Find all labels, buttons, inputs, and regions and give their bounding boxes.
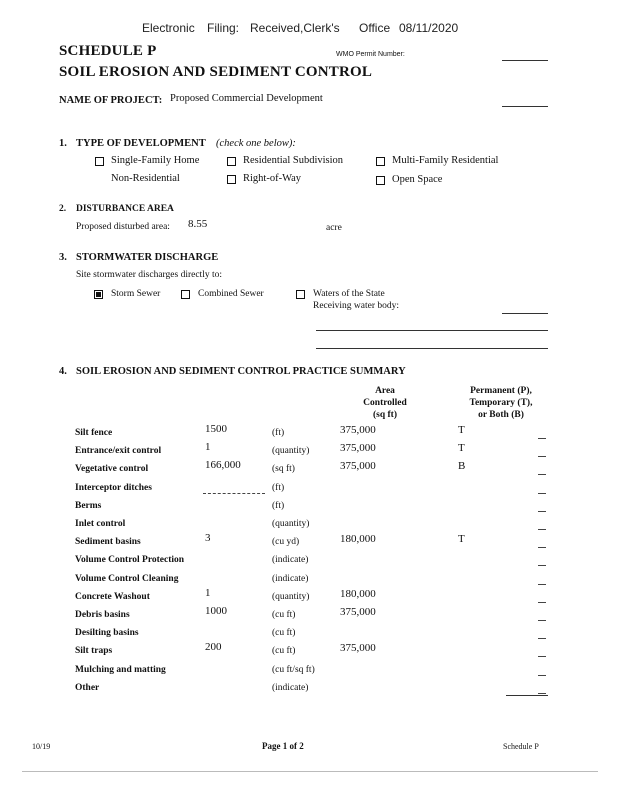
row-dash-line bbox=[538, 438, 546, 439]
row-dash-line bbox=[538, 620, 546, 621]
row-dash-line bbox=[538, 511, 546, 512]
practice-area: 375,000 bbox=[340, 460, 376, 472]
practice-name: Sediment basins bbox=[75, 537, 141, 547]
row-dash-line bbox=[538, 456, 546, 457]
disturbed-area-value: 8.55 bbox=[188, 218, 208, 230]
residential-subdivision-checkbox[interactable] bbox=[227, 157, 236, 166]
practice-type: B bbox=[458, 460, 466, 472]
practice-quantity: 3 bbox=[205, 532, 211, 544]
filing-header-word-4: Office bbox=[359, 21, 391, 35]
filing-header-word-3: Received,Clerk's bbox=[250, 21, 340, 35]
practice-unit: (cu ft/sq ft) bbox=[272, 665, 315, 675]
section-2-number: 2. bbox=[59, 204, 67, 214]
area-controlled-header bbox=[355, 385, 415, 421]
receiving-water-line-1 bbox=[502, 313, 548, 314]
filing-header-word-2: Filing: bbox=[207, 21, 240, 35]
perm-header-line-1: Permanent (P), bbox=[470, 386, 532, 396]
storm-sewer-label: Storm Sewer bbox=[111, 289, 161, 299]
practice-area: 180,000 bbox=[340, 533, 376, 545]
practice-unit: (sq ft) bbox=[272, 464, 295, 474]
practice-unit: (cu yd) bbox=[272, 537, 300, 547]
row-dash-line bbox=[538, 474, 546, 475]
filing-header-date: 08/11/2020 bbox=[399, 21, 459, 35]
practice-type: T bbox=[458, 424, 465, 436]
row-dash-line bbox=[538, 693, 546, 694]
section-4-number: 4. bbox=[59, 366, 67, 377]
row-dash-line bbox=[538, 602, 546, 603]
practice-name: Inlet control bbox=[75, 519, 126, 529]
multi-family-checkbox[interactable] bbox=[376, 157, 385, 166]
practice-quantity: 166,000 bbox=[205, 459, 241, 471]
practice-name: Berms bbox=[75, 501, 102, 511]
practice-area: 375,000 bbox=[340, 442, 376, 454]
practice-unit: (ft) bbox=[272, 501, 285, 511]
bottom-scan-edge bbox=[22, 771, 598, 772]
open-space-checkbox[interactable] bbox=[376, 176, 385, 185]
practice-name: Vegetative control bbox=[75, 464, 149, 474]
disturbed-area-label: Proposed disturbed area: bbox=[76, 222, 170, 232]
practice-area: 375,000 bbox=[340, 642, 376, 654]
practice-unit: (indicate) bbox=[272, 574, 309, 584]
single-family-checkbox[interactable] bbox=[95, 157, 104, 166]
project-name: Proposed Commercial Development bbox=[170, 93, 323, 104]
filing-header-word-1: Electronic bbox=[142, 21, 195, 35]
practice-unit: (quantity) bbox=[272, 519, 310, 529]
discharge-label: Site stormwater discharges directly to: bbox=[76, 270, 222, 280]
row-dash-line bbox=[538, 493, 546, 494]
practice-unit: (cu ft) bbox=[272, 610, 296, 620]
non-residential-label: Non-Residential bbox=[111, 173, 180, 184]
practice-quantity: 1 bbox=[205, 587, 211, 599]
practice-quantity: 1 bbox=[205, 441, 211, 453]
practice-name: Silt traps bbox=[75, 646, 113, 656]
practice-name: Desilting basins bbox=[75, 628, 139, 638]
open-space-label: Open Space bbox=[392, 174, 443, 185]
section-4-heading: SOIL EROSION AND SEDIMENT CONTROL PRACTICE SUMMARY bbox=[76, 366, 406, 377]
storm-sewer-checkbox[interactable] bbox=[94, 290, 103, 299]
practice-name: Mulching and matting bbox=[75, 665, 166, 675]
receiving-water-line-3 bbox=[316, 348, 548, 349]
waters-of-state-label: Waters of the State bbox=[313, 289, 385, 299]
footer-revision: 10/19 bbox=[32, 742, 51, 751]
practice-unit: (quantity) bbox=[272, 446, 310, 456]
area-header-line-3: (sq ft) bbox=[372, 410, 397, 420]
row-dash-line bbox=[538, 547, 546, 548]
receiving-water-label: Receiving water body: bbox=[313, 301, 400, 311]
interceptor-quantity-line bbox=[203, 493, 265, 494]
section-3-number: 3. bbox=[59, 252, 67, 263]
footer-page: Page 1 of 2 bbox=[262, 741, 304, 751]
practice-quantity: 200 bbox=[205, 641, 222, 653]
section-1-instruction: (check one below): bbox=[216, 138, 296, 149]
practice-type: T bbox=[458, 533, 465, 545]
practice-name: Other bbox=[75, 683, 100, 693]
right-of-way-label: Right-of-Way bbox=[243, 173, 302, 184]
section-3-heading: STORMWATER DISCHARGE bbox=[76, 252, 219, 263]
practice-unit: (ft) bbox=[272, 428, 285, 438]
perm-header-line-2: Temporary (T), bbox=[469, 398, 533, 408]
practice-name: Debris basins bbox=[75, 610, 130, 620]
combined-sewer-label: Combined Sewer bbox=[198, 289, 264, 299]
practice-area: 180,000 bbox=[340, 588, 376, 600]
row-dash-line bbox=[538, 565, 546, 566]
practice-quantity: 1500 bbox=[205, 423, 227, 435]
multi-family-label: Multi-Family Residential bbox=[392, 155, 499, 166]
practice-name: Volume Control Cleaning bbox=[75, 574, 179, 584]
practice-unit: (indicate) bbox=[272, 555, 309, 565]
practice-unit: (indicate) bbox=[272, 683, 309, 693]
practice-type: T bbox=[458, 442, 465, 454]
waters-of-state-checkbox[interactable] bbox=[296, 290, 305, 299]
practice-name: Entrance/exit control bbox=[75, 446, 162, 456]
practice-name: Concrete Washout bbox=[75, 592, 150, 602]
perm-header-line-3: or Both (B) bbox=[478, 410, 524, 420]
practice-name: Interceptor ditches bbox=[75, 483, 152, 493]
practice-name: Silt fence bbox=[75, 428, 113, 438]
area-header-line-1: Area bbox=[375, 386, 395, 396]
section-1-number: 1. bbox=[59, 138, 67, 149]
practice-unit: (cu ft) bbox=[272, 646, 296, 656]
section-2-heading: DISTURBANCE AREA bbox=[76, 204, 174, 214]
permanent-temporary-header bbox=[458, 385, 544, 421]
practice-area: 375,000 bbox=[340, 606, 376, 618]
row-dash-line bbox=[538, 584, 546, 585]
other-row-line bbox=[506, 695, 548, 696]
practice-unit: (quantity) bbox=[272, 592, 310, 602]
row-dash-line bbox=[538, 529, 546, 530]
practice-unit: (ft) bbox=[272, 483, 285, 493]
residential-subdivision-label: Residential Subdivision bbox=[243, 155, 344, 166]
schedule-title: SCHEDULE P bbox=[59, 43, 157, 59]
practice-name: Volume Control Protection bbox=[75, 555, 185, 565]
receiving-water-line-2 bbox=[316, 330, 548, 331]
practice-unit: (cu ft) bbox=[272, 628, 296, 638]
practice-area: 375,000 bbox=[340, 424, 376, 436]
wmo-permit-line bbox=[502, 60, 548, 61]
area-header-line-2: Controlled bbox=[363, 398, 407, 408]
row-dash-line bbox=[538, 638, 546, 639]
right-of-way-checkbox[interactable] bbox=[227, 175, 236, 184]
combined-sewer-checkbox[interactable] bbox=[181, 290, 190, 299]
footer-schedule: Schedule P bbox=[503, 742, 539, 751]
schedule-subtitle: SOIL EROSION AND SEDIMENT CONTROL bbox=[59, 64, 373, 80]
project-label: NAME OF PROJECT: bbox=[59, 95, 163, 106]
row-dash-line bbox=[538, 675, 546, 676]
section-1-heading: TYPE OF DEVELOPMENT bbox=[76, 138, 206, 149]
project-line bbox=[502, 106, 548, 107]
single-family-label: Single-Family Home bbox=[111, 155, 200, 166]
disturbed-area-unit: acre bbox=[326, 223, 342, 233]
wmo-permit-label: WMO Permit Number: bbox=[336, 51, 405, 58]
practice-quantity: 1000 bbox=[205, 605, 227, 617]
row-dash-line bbox=[538, 656, 546, 657]
